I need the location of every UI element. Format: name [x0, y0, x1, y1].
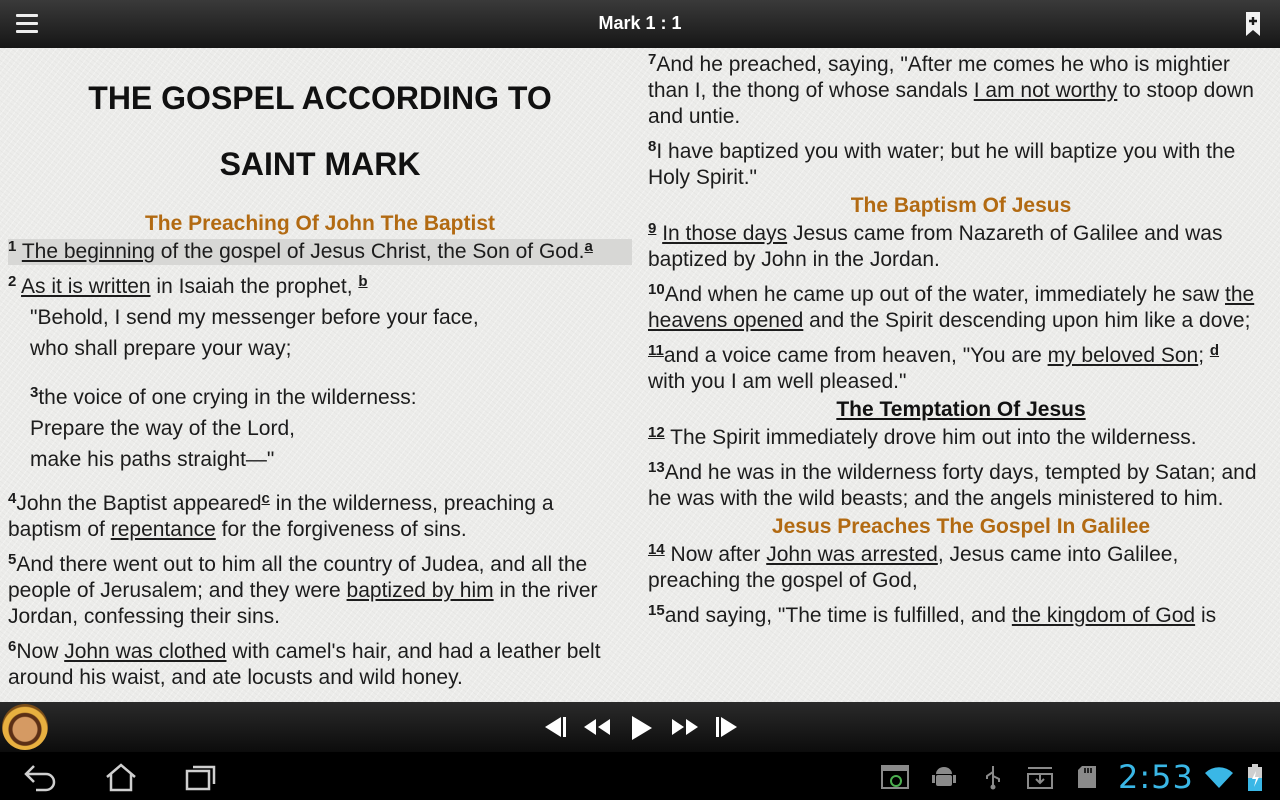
verse-text: And he preached, saying, "After me comes he who is mightier than I, the thong of whose sandals — [648, 53, 1230, 102]
system-navigation-bar — [0, 752, 1280, 800]
bottom-area — [0, 702, 1280, 800]
audio-player-bar — [0, 702, 1280, 752]
verse-text: in the river Jordan, confessing their sins. — [8, 579, 598, 628]
battery-charging-icon — [1246, 764, 1264, 792]
cross-reference-link[interactable]: repentance — [110, 518, 216, 541]
play-icon[interactable] — [628, 714, 654, 742]
footnote-marker[interactable]: d — [1209, 342, 1220, 359]
verse-text: and the Spirit descending upon him like a dove; — [803, 309, 1251, 332]
verse-number: 2 — [8, 273, 17, 290]
right-column — [648, 52, 1274, 638]
section-heading: The Temptation Of Jesus — [836, 398, 1086, 421]
cross-reference-link[interactable]: The beginning — [21, 240, 155, 263]
verse-number: 9 — [648, 220, 657, 237]
verse-14[interactable] — [648, 542, 1274, 594]
verse-4[interactable] — [8, 491, 632, 543]
verse-number: 13 — [648, 459, 665, 476]
verse-text: The Spirit immediately drove him out into the wilderness. — [664, 426, 1197, 449]
verse-11[interactable] — [648, 343, 1274, 395]
app-logo-avatar[interactable] — [2, 704, 48, 750]
verse-9[interactable] — [648, 221, 1274, 273]
verse-text: is — [1195, 604, 1217, 627]
status-clock: 2:53 — [1118, 758, 1194, 796]
verse-6[interactable] — [8, 639, 632, 691]
verse-text: in Isaiah the prophet, — [150, 275, 359, 298]
verse-number: 10 — [648, 281, 665, 298]
cross-reference-link[interactable]: John was arrested — [766, 543, 938, 566]
bookmark-plus-icon[interactable] — [1242, 11, 1264, 37]
book-title — [8, 65, 632, 197]
verse-text: and a voice came from heaven, "You are — [663, 344, 1048, 367]
verse-7[interactable] — [648, 52, 1274, 130]
verse-text: Jesus came from Nazareth of Galilee and was baptized by John in the Jordan. — [648, 222, 1223, 271]
section-heading: Jesus Preaches The Gospel In Galilee — [771, 515, 1151, 538]
verse-10[interactable] — [648, 282, 1274, 334]
left-column — [8, 48, 632, 700]
sd-card-icon — [1074, 764, 1100, 790]
cross-reference-link[interactable]: the kingdom of God — [1011, 604, 1196, 627]
verse-number: 8 — [648, 138, 657, 155]
verse-text: I have baptized you with water; but he will baptize you with the Holy Spirit." — [648, 140, 1236, 189]
poem-line: Prepare the way of the Lord, — [30, 417, 295, 440]
verse-15[interactable] — [648, 603, 1274, 629]
reader-content[interactable] — [0, 48, 1280, 702]
wifi-icon — [1204, 764, 1234, 790]
verse-text: Now — [16, 640, 65, 663]
footnote-marker[interactable]: b — [358, 273, 368, 290]
fast-forward-icon[interactable] — [670, 714, 700, 740]
poem-line: make his paths straight—" — [30, 448, 275, 471]
verse-number: 11 — [648, 342, 664, 359]
skip-next-icon[interactable] — [714, 714, 742, 740]
cross-reference-link[interactable]: John was clothed — [64, 640, 227, 663]
verse-text: And when he came up out of the water, immediately he saw — [664, 283, 1226, 306]
footnote-marker[interactable]: c — [261, 490, 270, 507]
verse-13[interactable] — [648, 460, 1274, 512]
download-icon — [1026, 764, 1054, 790]
recent-apps-icon[interactable] — [184, 762, 218, 792]
cross-reference-link[interactable]: the heavens opened — [648, 283, 1255, 332]
screenshot-notification-icon — [880, 764, 910, 790]
verse-number: 14 — [648, 541, 665, 558]
android-debug-icon — [932, 764, 956, 790]
cross-reference-link[interactable]: As it is written — [21, 275, 151, 298]
verse-12[interactable] — [648, 425, 1274, 451]
verse-number: 5 — [8, 551, 17, 568]
verse-text: John the Baptist appeared — [16, 492, 262, 515]
verse-text: And there went out to him all the country of Judea, and all the people of Jerusalem; and they were — [8, 553, 588, 602]
book-title-line-1: THE GOSPEL ACCORDING TO — [88, 80, 552, 116]
rewind-icon[interactable] — [582, 714, 612, 740]
verse-number: 15 — [648, 602, 665, 619]
verse-text: for the forgiveness of sins. — [215, 518, 467, 541]
cross-reference-link[interactable]: In those days — [662, 222, 788, 245]
verse-text: Now after — [664, 543, 767, 566]
verse-text: to stoop down and untie. — [648, 79, 1254, 128]
verse-1[interactable] — [8, 239, 632, 265]
verse-5[interactable] — [8, 552, 632, 630]
book-title-line-2: SAINT MARK — [219, 146, 421, 182]
usb-icon — [982, 764, 1004, 790]
poem-line: who shall prepare your way; — [30, 337, 292, 360]
cross-reference-link[interactable]: I am not worthy — [973, 79, 1118, 102]
verse-number: 6 — [8, 638, 17, 655]
verse-text: with camel's hair, and had a leather belt around his waist, and ate locusts and wild honey. — [8, 640, 601, 689]
verse-text: and saying, "The time is fulfilled, and — [664, 604, 1012, 627]
page-title: Mark 1 : 1 — [598, 13, 682, 33]
verse-text: of the gospel of Jesus Christ, the Son of God. — [154, 240, 585, 263]
verse-number: 4 — [8, 490, 17, 507]
verse-text: in the wilderness, preaching a baptism of — [8, 492, 554, 541]
poem-line: "Behold, I send my messenger before your face, — [30, 306, 479, 329]
back-icon[interactable] — [22, 762, 58, 792]
verse-number: 1 — [8, 238, 17, 255]
poem-line: the voice of one crying in the wilderness: — [38, 386, 417, 409]
verse-text: And he was in the wilderness forty days, tempted by Satan; and he was with the wild beasts; and the angels ministered to him. — [648, 461, 1257, 510]
skip-previous-icon[interactable] — [540, 714, 568, 740]
verse-2[interactable] — [8, 274, 632, 300]
verse-text: with you I am well pleased." — [648, 370, 907, 393]
verse-text: ; — [1198, 344, 1210, 367]
verse-8[interactable] — [648, 139, 1274, 191]
verse-text: , Jesus came into Galilee, preaching the gospel of God, — [648, 543, 1179, 592]
cross-reference-link[interactable]: baptized by him — [346, 579, 494, 602]
home-icon[interactable] — [104, 762, 138, 792]
verse-3[interactable] — [30, 382, 632, 413]
footnote-marker[interactable]: a — [584, 238, 593, 255]
section-heading: The Preaching Of John The Baptist — [144, 212, 496, 235]
verse-number: 12 — [648, 424, 665, 441]
section-heading: The Baptism Of Jesus — [850, 194, 1072, 217]
cross-reference-link[interactable]: my beloved Son — [1047, 344, 1199, 367]
verse-number: 3 — [30, 384, 39, 401]
app-bar — [0, 0, 1280, 49]
verse-number: 7 — [648, 51, 657, 68]
